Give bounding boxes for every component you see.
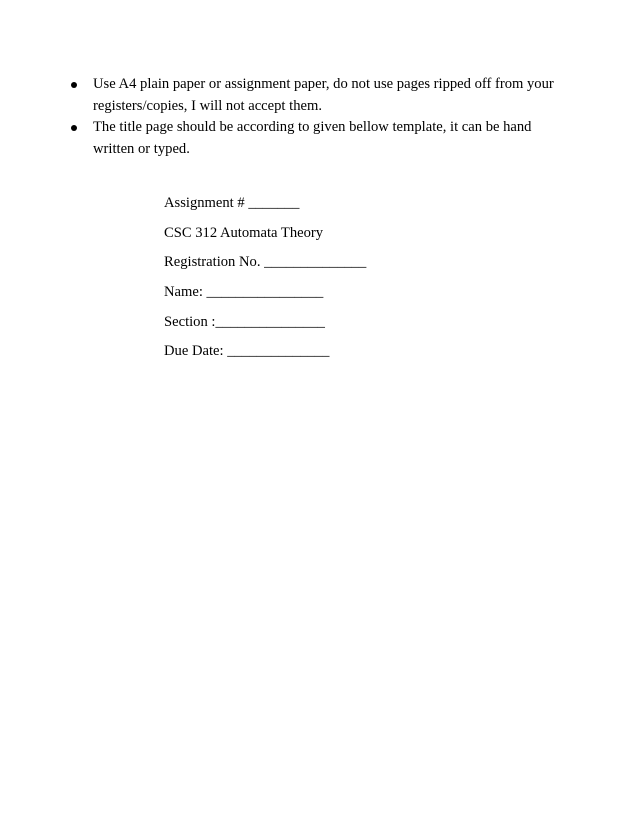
instructions-list — [71, 74, 571, 160]
title-page-template — [164, 193, 484, 371]
registration-line: Registration No. ______________ — [164, 254, 367, 271]
instruction-text: Use A4 plain paper or assignment paper, do not use pages ripped off from your registers/copies, I will not accept them. — [93, 76, 554, 114]
name-line: Name: ________________ — [164, 284, 324, 301]
bullet-icon — [71, 82, 77, 88]
bullet-icon — [71, 125, 77, 131]
course-line: CSC 312 Automata Theory — [164, 224, 324, 241]
list-item — [71, 74, 571, 117]
list-item — [71, 117, 571, 160]
assignment-line: Assignment # _______ — [164, 195, 300, 211]
section-line: Section :_______________ — [164, 313, 325, 330]
due-date-line: Due Date: ______________ — [164, 343, 330, 360]
instruction-text: The title page should be according to given bellow template, it can be hand written or typed. — [93, 119, 532, 157]
